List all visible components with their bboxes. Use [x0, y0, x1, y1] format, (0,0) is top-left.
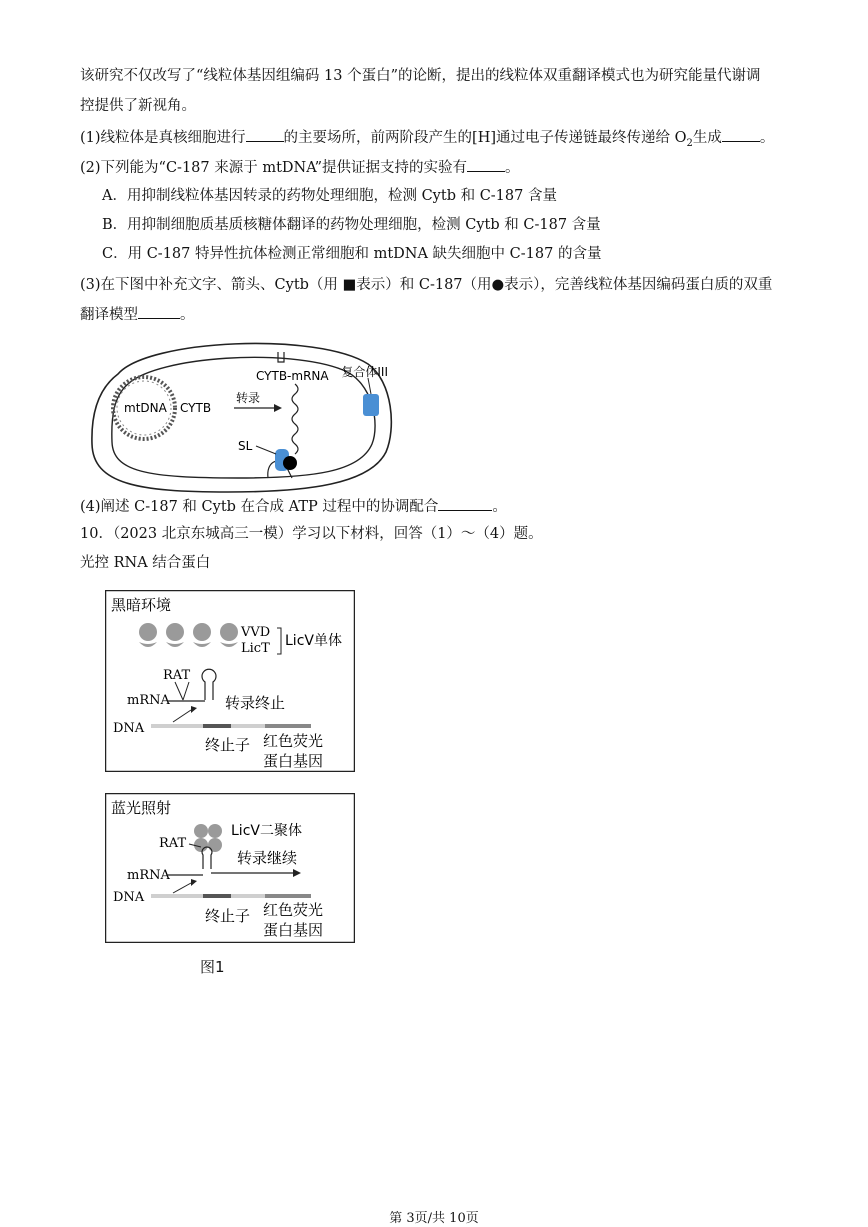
cont-label: 转录继续 [237, 849, 298, 867]
inner-membrane [112, 357, 375, 478]
dimer-label: LicV二聚体 [231, 823, 302, 839]
mrna-label: CYTB-mRNA [256, 369, 329, 383]
question-1 [80, 127, 774, 154]
question-4 [80, 496, 507, 517]
q3-end: 。 [180, 307, 195, 323]
q1-text-b: 的主要场所，前两阶段产生的[H]通过电子传递链最终传递给 O [283, 130, 687, 146]
dark-title: 黑暗环境 [111, 596, 172, 614]
intro-line-2: 控提供了新视角。 [80, 98, 196, 114]
q1-subscript: 2 [686, 137, 693, 149]
q1-blank-2[interactable] [722, 127, 760, 142]
q3-text: 翻译模型 [80, 307, 138, 323]
dark-rat-label: RAT [163, 668, 191, 683]
light-title: 蓝光照射 [111, 799, 172, 817]
light-dna-label: DNA [113, 890, 145, 905]
mrna-wave [292, 384, 298, 454]
dark-gene-label-2: 蛋白基因 [263, 752, 324, 770]
transcription-arrowhead [274, 404, 282, 412]
q2-stem-text: (2)下列能为“C-187 来源于 mtDNA”提供证据支持的实验有 [80, 160, 467, 176]
dark-mrna-label: mRNA [127, 693, 170, 708]
figure-dark-panel [105, 590, 355, 772]
complex-iii-label: 复合体III [341, 365, 388, 379]
q4-blank[interactable] [438, 496, 492, 511]
mitochondrion-diagram [88, 334, 398, 494]
question-2-stem [80, 157, 519, 178]
q4-end: 。 [492, 499, 507, 515]
cytb-gene-label: CYTB [180, 401, 212, 415]
complex-pointer [368, 378, 371, 394]
q2-option-a: A．用抑制线粒体基因转录的药物处理细胞，检测 Cytb 和 C-187 含量 [102, 188, 557, 204]
monomer-label: LicV单体 [285, 633, 342, 649]
sl-pointer [256, 446, 276, 454]
light-rat-label: RAT [159, 836, 187, 851]
dark-gene-segment [265, 724, 311, 728]
mtdna-label: mtDNA [124, 401, 167, 415]
dark-terminator-segment [203, 724, 231, 728]
q1-text-d: 。 [759, 130, 775, 146]
q1-text-a: (1)线粒体是真核细胞进行 [80, 130, 246, 146]
figure-light-panel [105, 793, 355, 943]
light-gene-label-2: 蛋白基因 [263, 921, 324, 939]
c187-dot [283, 456, 297, 470]
complex-iii [363, 394, 379, 416]
transcribe-label: 转录 [236, 391, 261, 405]
q1-text-c: 生成 [692, 130, 722, 146]
dark-gene-label-1: 红色荧光 [263, 732, 324, 750]
figure-1-caption: 图1 [200, 958, 225, 976]
dark-dna-label: DNA [113, 721, 145, 736]
q4-text: (4)阐述 C-187 和 Cytb 在合成 ATP 过程中的协调配合 [80, 499, 439, 515]
q3-blank[interactable] [138, 304, 180, 319]
page-footer: 第 3页/共 10页 [389, 1211, 479, 1226]
light-terminator-segment [203, 894, 231, 898]
question-3-line-1: (3)在下图中补充文字、箭头、Cytb（用 ■表示）和 C-187（用●表示），完善线粒体基因编码蛋白质的双重 [80, 277, 773, 293]
q2-blank[interactable] [467, 157, 505, 172]
light-terminator-label: 终止子 [205, 907, 251, 925]
light-gene-segment [265, 894, 311, 898]
q2-option-c: C．用 C-187 特异性抗体检测正常细胞和 mtDNA 缺失细胞中 C-187 的含量 [102, 246, 602, 262]
question-3-line-2 [80, 304, 195, 325]
light-gene-label-1: 红色荧光 [263, 901, 324, 919]
intro-line-1: 该研究不仅改写了“线粒体基因组编码 13 个蛋白”的论断，提出的线粒体双重翻译模式也为研究能量代谢调 [80, 68, 761, 84]
q2-stem-end: 。 [504, 160, 520, 176]
q1-blank-1[interactable] [246, 127, 284, 142]
q2-option-b: B．用抑制细胞质基质核糖体翻译的药物处理细胞，检测 Cytb 和 C-187 含量 [102, 217, 601, 233]
sl-label: SL [238, 439, 253, 453]
material-title: 光控 RNA 结合蛋白 [80, 555, 211, 571]
question-10-heading: 10．（2023 北京东城高三一模）学习以下材料，回答（1）～（4）题。 [80, 526, 543, 542]
crista-top [278, 352, 284, 362]
dark-terminator-label: 终止子 [205, 736, 251, 754]
vvd-label: VVD [241, 625, 271, 640]
light-mrna-label: mRNA [127, 868, 170, 883]
stop-label: 转录终止 [225, 694, 286, 712]
lict-label: LicT [241, 641, 270, 656]
